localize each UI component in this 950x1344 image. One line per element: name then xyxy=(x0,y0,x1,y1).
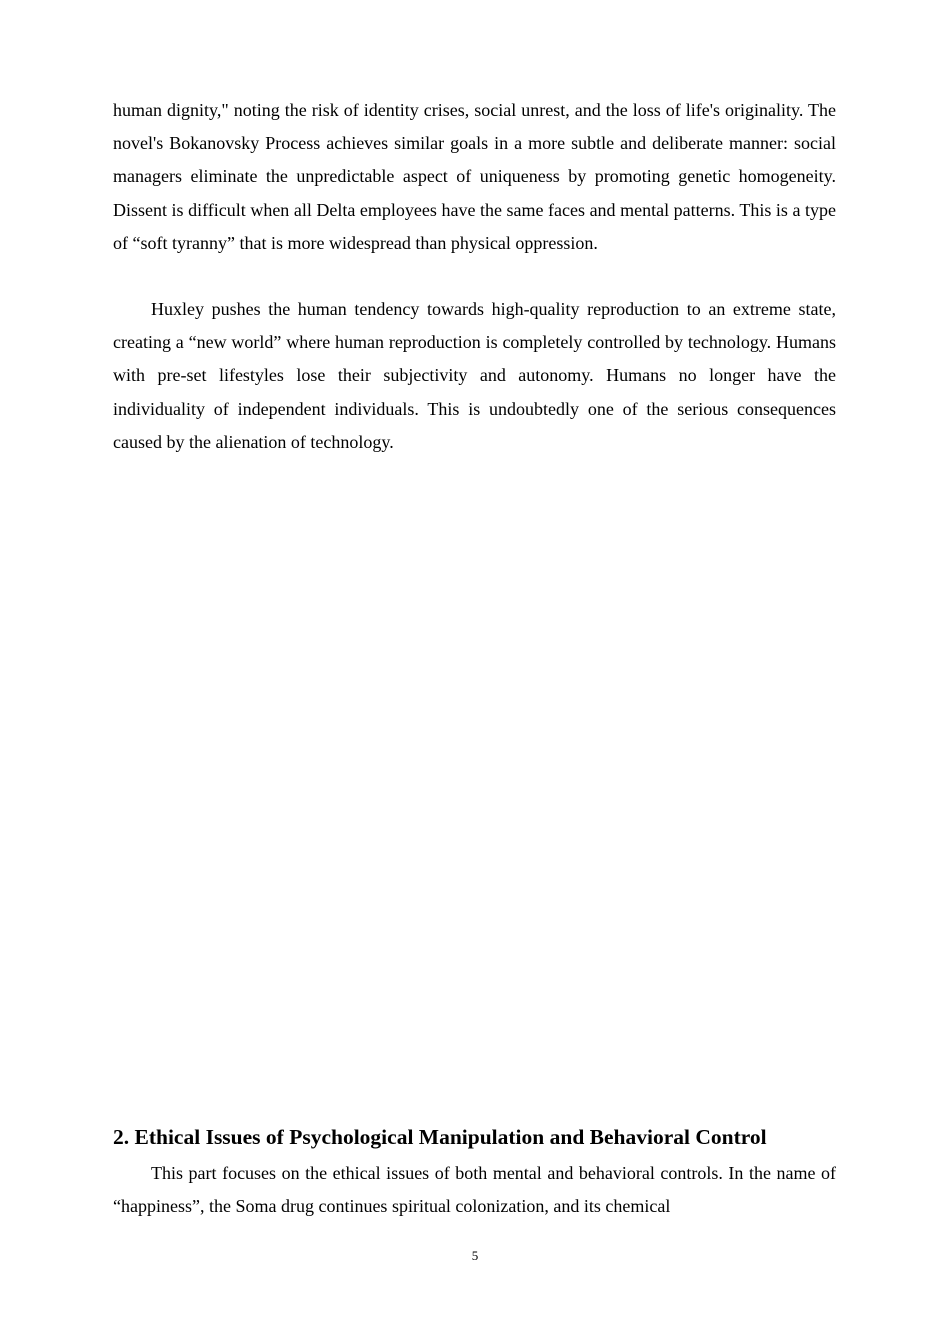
body-paragraph: This part focuses on the ethical issues of both mental and behavioral controls. In the name of “happiness”, the Soma drug continues spiritual colonization, and its chemical xyxy=(113,1163,836,1217)
page-number: 5 xyxy=(471,1248,479,1263)
body-paragraph: human dignity," noting the risk of identity crises, social unrest, and the loss of life's originality. The novel's Bokanovsky Process achieves similar goals in a more subtle and deliberate manner: social managers eliminate the unpredictable aspect of uniqueness by promoting genetic homogeneity. Dissent is difficult when all Delta employees have the same faces and mental patterns. This is a type of “soft tyranny” that is more widespread than physical oppression. xyxy=(113,100,836,253)
section-heading: 2. Ethical Issues of Psychological Manipulation and Behavioral Control xyxy=(113,1125,767,1149)
body-paragraph: Huxley pushes the human tendency towards high-quality reproduction to an extreme state, creating a “new world” where human reproduction is completely controlled by technology. Humans with pre-set lifestyles lose their subjectivity and autonomy. Humans no longer have the individuality of independent individuals. This is undoubtedly one of the serious consequences caused by the alienation of technology. xyxy=(113,299,836,452)
